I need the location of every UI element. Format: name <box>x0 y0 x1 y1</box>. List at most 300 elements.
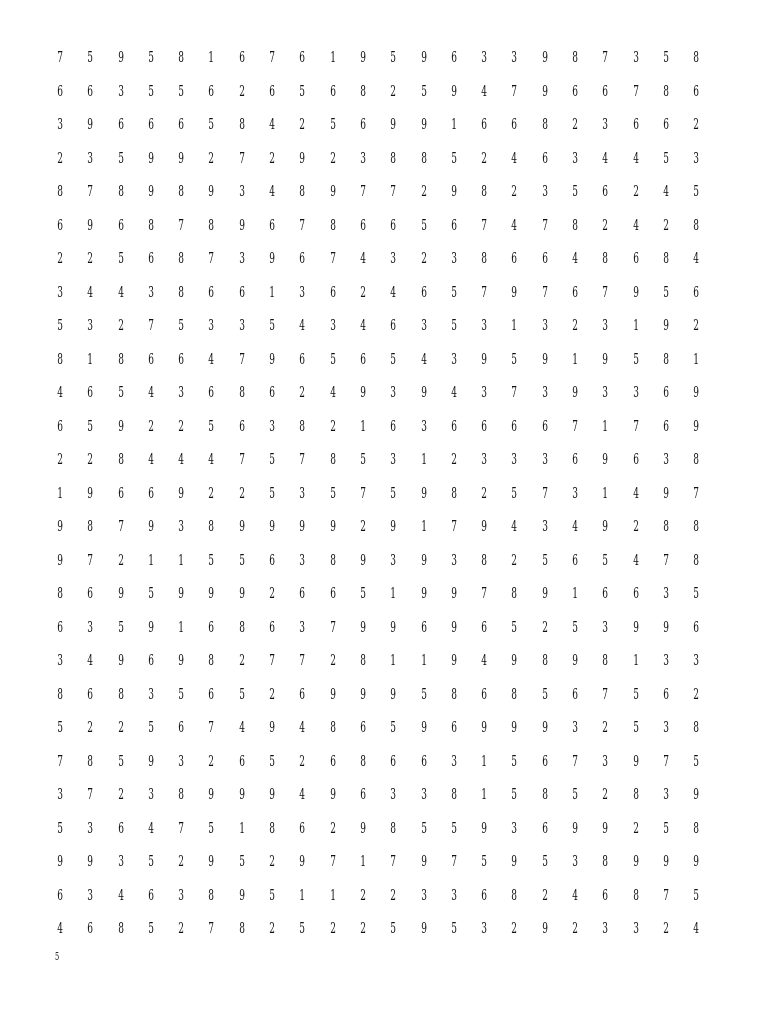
digit-cell: 3 <box>602 115 609 133</box>
digit-cell: 9 <box>329 684 336 703</box>
digit-cell: 6 <box>87 81 94 100</box>
digit-cell: 9 <box>602 517 609 535</box>
digit-cell: 5 <box>632 349 639 368</box>
digit-cell: 6 <box>542 751 548 770</box>
digit-cell: 1 <box>420 517 427 535</box>
digit-cell: 5 <box>117 617 124 636</box>
digit-cell: 1 <box>602 416 609 435</box>
digit-cell: 8 <box>329 550 336 569</box>
digit-cell: 7 <box>663 885 669 904</box>
digit-cell: 5 <box>148 852 154 870</box>
digit-cell: 9 <box>178 651 185 669</box>
digit-cell: 2 <box>329 818 336 837</box>
digit-cell: 1 <box>420 651 427 669</box>
digit-cell: 8 <box>208 651 215 669</box>
digit-cell: 4 <box>420 349 427 368</box>
digit-cell: 4 <box>299 718 306 736</box>
digit-cell: 4 <box>632 148 639 167</box>
digit-cell: 2 <box>390 81 397 100</box>
digit-cell: 7 <box>299 215 306 234</box>
digit-cell: 2 <box>542 617 548 636</box>
digit-cell: 3 <box>178 517 185 535</box>
digit-cell: 6 <box>239 416 245 435</box>
digit-cell: 5 <box>663 148 669 167</box>
digit-cell: 7 <box>299 450 306 468</box>
digit-cell: 9 <box>329 785 336 803</box>
digit-cell: 9 <box>693 383 700 401</box>
digit-cell: 7 <box>693 483 700 502</box>
digit-cell: 6 <box>148 115 154 133</box>
digit-cell: 7 <box>57 48 64 66</box>
digit-cell: 7 <box>360 483 366 502</box>
digit-cell: 2 <box>57 249 64 267</box>
digit-cell: 8 <box>360 651 366 669</box>
digit-cell: 5 <box>511 617 518 636</box>
digit-cell: 3 <box>632 919 639 937</box>
digit-cell: 3 <box>57 785 64 803</box>
digit-cell: 9 <box>239 215 245 234</box>
digit-cell: 3 <box>329 316 336 334</box>
digit-cell: 2 <box>572 316 579 334</box>
digit-cell: 9 <box>360 383 366 401</box>
digit-cell: 9 <box>420 483 427 502</box>
digit-cell: 3 <box>451 349 457 368</box>
digit-cell: 6 <box>117 483 124 502</box>
digit-cell: 5 <box>269 450 276 468</box>
digit-cell: 7 <box>451 852 457 870</box>
digit-cell: 2 <box>57 148 64 167</box>
digit-cell: 4 <box>178 450 185 468</box>
digit-cell: 2 <box>299 751 306 770</box>
digit-cell: 1 <box>693 349 700 368</box>
digit-cell: 2 <box>602 215 609 234</box>
digit-cell: 3 <box>360 148 366 167</box>
digit-cell: 9 <box>239 584 245 602</box>
digit-cell: 6 <box>178 718 185 736</box>
digit-cell: 9 <box>663 617 669 636</box>
digit-cell: 8 <box>693 48 700 66</box>
digit-row <box>45 47 712 81</box>
digit-cell: 8 <box>511 684 518 703</box>
digit-cell: 8 <box>572 48 579 66</box>
digit-cell: 6 <box>360 718 366 736</box>
digit-cell: 3 <box>602 751 609 770</box>
digit-cell: 2 <box>117 785 124 803</box>
digit-cell: 5 <box>663 818 669 837</box>
digit-cell: 6 <box>420 617 427 636</box>
digit-cell: 8 <box>542 651 548 669</box>
digit-cell: 3 <box>481 450 488 468</box>
digit-cell: 9 <box>269 349 276 368</box>
digit-cell: 2 <box>117 550 124 569</box>
digit-cell: 2 <box>511 919 518 937</box>
digit-row <box>45 684 712 718</box>
digit-cell: 9 <box>299 852 306 870</box>
digit-row <box>45 650 712 684</box>
digit-cell: 6 <box>390 316 397 334</box>
digit-cell: 5 <box>117 249 124 267</box>
digit-cell: 6 <box>602 182 609 200</box>
digit-cell: 4 <box>208 349 215 368</box>
digit-cell: 7 <box>390 182 397 200</box>
digit-cell: 7 <box>239 450 245 468</box>
digit-cell: 5 <box>451 919 457 937</box>
digit-cell: 6 <box>208 282 215 301</box>
digit-cell: 5 <box>57 718 64 736</box>
digit-cell: 8 <box>117 684 124 703</box>
digit-cell: 4 <box>117 282 124 301</box>
digit-cell: 5 <box>632 718 639 736</box>
digit-cell: 3 <box>87 885 94 904</box>
digit-cell: 3 <box>299 617 306 636</box>
digit-cell: 8 <box>117 349 124 368</box>
digit-cell: 6 <box>269 617 276 636</box>
digit-cell: 6 <box>481 416 488 435</box>
digit-cell: 3 <box>420 885 427 904</box>
digit-cell: 6 <box>329 751 336 770</box>
digit-cell: 8 <box>602 249 609 267</box>
digit-cell: 2 <box>178 919 185 937</box>
digit-cell: 5 <box>239 684 245 703</box>
digit-cell: 1 <box>602 483 609 502</box>
digit-cell: 3 <box>602 316 609 334</box>
digit-cell: 7 <box>663 751 669 770</box>
digit-cell: 7 <box>511 383 518 401</box>
digit-cell: 3 <box>632 383 639 401</box>
digit-cell: 9 <box>602 818 609 837</box>
digit-cell: 4 <box>481 651 488 669</box>
digit-cell: 5 <box>481 852 488 870</box>
digit-cell: 9 <box>57 852 64 870</box>
digit-cell: 2 <box>632 517 639 535</box>
digit-cell: 4 <box>602 148 609 167</box>
digit-cell: 9 <box>572 383 579 401</box>
digit-cell: 8 <box>329 718 336 736</box>
digit-cell: 6 <box>269 550 276 569</box>
digit-cell: 8 <box>481 550 488 569</box>
digit-cell: 6 <box>602 81 609 100</box>
digit-cell: 5 <box>360 584 366 602</box>
digit-cell: 6 <box>117 115 124 133</box>
digit-cell: 6 <box>329 81 336 100</box>
digit-cell: 8 <box>239 383 245 401</box>
digit-cell: 8 <box>117 182 124 200</box>
digit-cell: 5 <box>148 718 154 736</box>
digit-cell: 6 <box>451 215 457 234</box>
digit-cell: 3 <box>390 450 397 468</box>
page-number: 5 <box>55 950 60 963</box>
digit-cell: 7 <box>632 416 639 435</box>
digit-cell: 8 <box>572 215 579 234</box>
digit-cell: 3 <box>663 450 669 468</box>
digit-cell: 7 <box>542 483 548 502</box>
digit-cell: 9 <box>269 718 276 736</box>
digit-cell: 5 <box>390 718 397 736</box>
digit-cell: 6 <box>693 617 700 636</box>
digit-cell: 6 <box>208 383 215 401</box>
digit-cell: 2 <box>299 115 306 133</box>
digit-cell: 6 <box>572 81 579 100</box>
digit-cell: 9 <box>451 617 457 636</box>
digit-cell: 8 <box>693 450 700 468</box>
digit-cell: 5 <box>360 450 366 468</box>
digit-cell: 9 <box>148 182 154 200</box>
digit-cell: 8 <box>178 48 185 66</box>
digit-cell: 9 <box>451 584 457 602</box>
digit-cell: 8 <box>117 919 124 937</box>
digit-row <box>45 215 712 249</box>
digit-cell: 3 <box>148 282 154 301</box>
digit-cell: 6 <box>572 684 579 703</box>
digit-cell: 2 <box>87 718 94 736</box>
digit-cell: 8 <box>178 249 185 267</box>
digit-cell: 2 <box>269 852 276 870</box>
digit-cell: 8 <box>57 182 64 200</box>
digit-cell: 9 <box>148 617 154 636</box>
digit-cell: 2 <box>360 282 366 301</box>
digit-cell: 2 <box>693 115 700 133</box>
digit-cell: 2 <box>329 651 336 669</box>
digit-cell: 4 <box>572 885 579 904</box>
digit-cell: 6 <box>208 617 215 636</box>
digit-cell: 8 <box>663 349 669 368</box>
digit-cell: 6 <box>269 81 276 100</box>
digit-cell: 9 <box>420 919 427 937</box>
digit-cell: 6 <box>239 282 245 301</box>
digit-cell: 2 <box>451 450 457 468</box>
digit-cell: 3 <box>117 852 124 870</box>
digit-cell: 6 <box>663 115 669 133</box>
digit-cell: 2 <box>602 785 609 803</box>
digit-cell: 3 <box>178 751 185 770</box>
digit-cell: 6 <box>178 115 185 133</box>
digit-cell: 1 <box>481 751 488 770</box>
digit-cell: 2 <box>693 316 700 334</box>
digit-cell: 5 <box>269 885 276 904</box>
digit-cell: 7 <box>239 148 245 167</box>
digit-cell: 3 <box>57 282 64 301</box>
digit-cell: 9 <box>148 517 154 535</box>
digit-cell: 6 <box>360 215 366 234</box>
digit-cell: 3 <box>390 383 397 401</box>
digit-cell: 6 <box>451 48 457 66</box>
digit-cell: 3 <box>602 383 609 401</box>
digit-cell: 9 <box>390 517 397 535</box>
digit-cell: 9 <box>360 818 366 837</box>
digit-cell: 9 <box>208 852 215 870</box>
digit-cell: 5 <box>632 684 639 703</box>
digit-cell: 8 <box>148 215 154 234</box>
digit-cell: 5 <box>451 818 457 837</box>
digit-cell: 1 <box>329 48 336 66</box>
digit-cell: 6 <box>57 81 64 100</box>
digit-cell: 8 <box>269 818 276 837</box>
digit-cell: 9 <box>269 785 276 803</box>
digit-row <box>45 516 712 550</box>
digit-row <box>45 885 712 919</box>
digit-cell: 9 <box>329 517 336 535</box>
digit-cell: 8 <box>451 483 457 502</box>
digit-cell: 2 <box>269 584 276 602</box>
digit-cell: 2 <box>693 684 700 703</box>
digit-cell: 9 <box>87 215 94 234</box>
digit-cell: 5 <box>572 785 579 803</box>
digit-cell: 5 <box>117 383 124 401</box>
digit-cell: 8 <box>451 785 457 803</box>
digit-cell: 3 <box>420 785 427 803</box>
digit-cell: 9 <box>632 751 639 770</box>
digit-cell: 7 <box>208 249 215 267</box>
digit-cell: 6 <box>299 584 306 602</box>
digit-cell: 5 <box>420 81 427 100</box>
digit-cell: 9 <box>360 550 366 569</box>
digit-cell: 6 <box>542 818 548 837</box>
digit-cell: 9 <box>420 718 427 736</box>
digit-cell: 2 <box>208 483 215 502</box>
digit-cell: 2 <box>663 919 669 937</box>
digit-cell: 3 <box>178 383 185 401</box>
digit-cell: 4 <box>632 483 639 502</box>
digit-cell: 6 <box>572 282 579 301</box>
digit-cell: 3 <box>390 249 397 267</box>
digit-cell: 9 <box>420 383 427 401</box>
digit-cell: 7 <box>329 852 336 870</box>
digit-cell: 7 <box>481 282 488 301</box>
digit-cell: 3 <box>451 550 457 569</box>
digit-cell: 9 <box>239 517 245 535</box>
digit-cell: 3 <box>693 148 700 167</box>
digit-cell: 4 <box>148 383 154 401</box>
digit-cell: 3 <box>542 517 548 535</box>
digit-cell: 7 <box>542 282 548 301</box>
digit-cell: 7 <box>87 550 94 569</box>
digit-cell: 5 <box>148 584 154 602</box>
digit-cell: 8 <box>693 215 700 234</box>
digit-cell: 5 <box>390 349 397 368</box>
digit-cell: 1 <box>208 48 215 66</box>
digit-cell: 6 <box>117 818 124 837</box>
digit-cell: 3 <box>451 249 457 267</box>
digit-cell: 9 <box>390 115 397 133</box>
digit-cell: 7 <box>329 617 336 636</box>
digit-cell: 8 <box>178 785 185 803</box>
digit-cell: 9 <box>451 651 457 669</box>
digit-cell: 3 <box>87 818 94 837</box>
digit-cell: 4 <box>693 249 700 267</box>
digit-cell: 2 <box>299 383 306 401</box>
digit-cell: 4 <box>511 148 518 167</box>
digit-cell: 3 <box>602 617 609 636</box>
digit-cell: 8 <box>87 751 94 770</box>
digit-cell: 2 <box>178 852 185 870</box>
digit-cell: 5 <box>148 48 154 66</box>
digit-cell: 9 <box>329 182 336 200</box>
digit-cell: 6 <box>481 115 488 133</box>
digit-cell: 3 <box>148 785 154 803</box>
digit-cell: 5 <box>329 483 336 502</box>
digit-cell: 5 <box>511 785 518 803</box>
digit-cell: 6 <box>390 215 397 234</box>
digit-cell: 8 <box>208 885 215 904</box>
digit-cell: 9 <box>572 818 579 837</box>
digit-cell: 8 <box>57 349 64 368</box>
digit-cell: 2 <box>239 81 245 100</box>
digit-cell: 1 <box>239 818 245 837</box>
digit-cell: 5 <box>663 282 669 301</box>
digit-cell: 3 <box>239 182 245 200</box>
digit-cell: 6 <box>117 215 124 234</box>
digit-cell: 2 <box>329 919 336 937</box>
digit-cell: 9 <box>57 517 64 535</box>
digit-cell: 1 <box>57 483 64 502</box>
digit-cell: 5 <box>542 550 548 569</box>
digit-cell: 8 <box>299 182 306 200</box>
digit-cell: 9 <box>511 651 518 669</box>
digit-cell: 6 <box>451 416 457 435</box>
digit-cell: 6 <box>239 48 245 66</box>
digit-cell: 2 <box>87 249 94 267</box>
digit-grid <box>45 47 712 952</box>
digit-cell: 9 <box>360 684 366 703</box>
digit-cell: 1 <box>572 584 579 602</box>
digit-cell: 5 <box>390 483 397 502</box>
digit-cell: 9 <box>481 517 488 535</box>
digit-cell: 4 <box>511 215 518 234</box>
digit-cell: 9 <box>663 316 669 334</box>
digit-cell: 8 <box>299 416 306 435</box>
digit-cell: 2 <box>360 885 366 904</box>
digit-cell: 6 <box>663 684 669 703</box>
digit-row <box>45 315 712 349</box>
digit-cell: 8 <box>663 249 669 267</box>
digit-cell: 2 <box>390 885 397 904</box>
digit-cell: 7 <box>481 215 488 234</box>
digit-cell: 3 <box>57 115 64 133</box>
digit-cell: 5 <box>572 617 579 636</box>
digit-cell: 4 <box>269 115 276 133</box>
digit-cell: 5 <box>693 885 700 904</box>
digit-cell: 7 <box>572 416 579 435</box>
digit-cell: 6 <box>693 81 700 100</box>
digit-cell: 5 <box>420 684 427 703</box>
digit-cell: 9 <box>420 48 427 66</box>
digit-cell: 2 <box>208 751 215 770</box>
digit-cell: 9 <box>178 584 185 602</box>
digit-cell: 9 <box>542 584 548 602</box>
digit-cell: 9 <box>360 617 366 636</box>
digit-cell: 9 <box>360 48 366 66</box>
digit-cell: 3 <box>148 684 154 703</box>
digit-cell: 6 <box>542 249 548 267</box>
digit-cell: 6 <box>572 450 579 468</box>
digit-row <box>45 918 712 952</box>
digit-cell: 7 <box>572 751 579 770</box>
digit-cell: 5 <box>269 483 276 502</box>
digit-row <box>45 583 712 617</box>
digit-cell: 6 <box>511 115 518 133</box>
digit-cell: 9 <box>57 550 64 569</box>
digit-cell: 7 <box>602 684 609 703</box>
digit-cell: 4 <box>239 718 245 736</box>
digit-cell: 3 <box>87 148 94 167</box>
digit-cell: 5 <box>329 349 336 368</box>
digit-cell: 3 <box>117 81 124 100</box>
digit-cell: 9 <box>239 885 245 904</box>
digit-cell: 2 <box>269 148 276 167</box>
digit-cell: 2 <box>360 517 366 535</box>
digit-cell: 7 <box>602 48 609 66</box>
digit-cell: 4 <box>57 383 64 401</box>
